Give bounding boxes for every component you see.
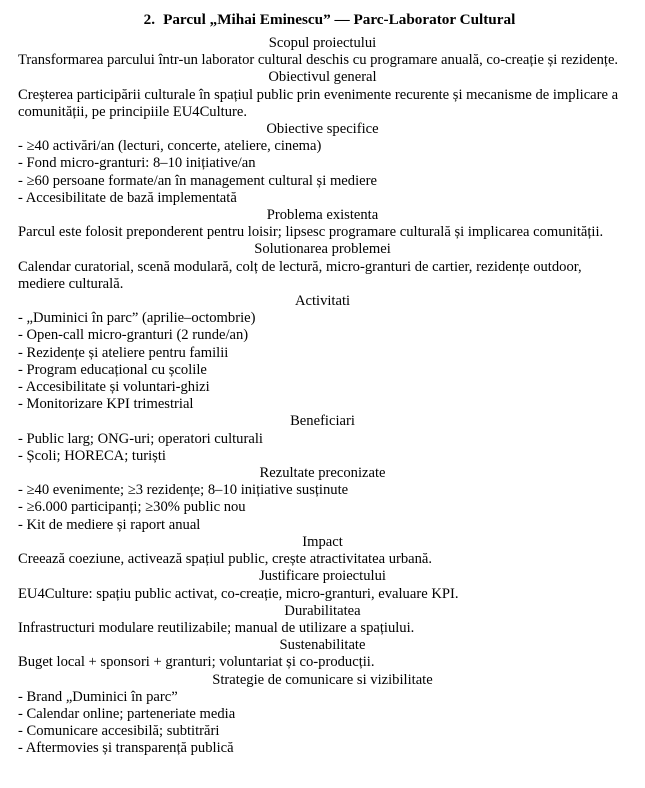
- section-text: Parcul este folosit preponderent pentru loisir; lipsesc programare culturală și implicarea comunității.: [18, 224, 604, 241]
- section-heading: Durabilitatea: [284, 602, 361, 619]
- section-text: Transformarea parcului într-un laborator cultural deschis cu programare anuală, co-creație și rezidențe.: [18, 52, 619, 69]
- section-heading: Sustenabilitate: [279, 637, 366, 654]
- section-impact: [18, 534, 627, 568]
- section-obiectivul-general: [18, 69, 627, 121]
- section-solutionarea-problemei: [18, 241, 627, 293]
- section-justificare-proiectului: [18, 568, 627, 602]
- list-item: - Brand „Duminici în parc”: [18, 689, 627, 706]
- section-obiective-specifice: [18, 121, 627, 207]
- list-item: - Monitorizare KPI trimestrial: [18, 396, 627, 413]
- section-text: Infrastructuri modulare reutilizabile; manual de utilizare a spațiului.: [18, 619, 415, 636]
- bullet-list: [18, 431, 627, 465]
- section-heading: Beneficiari: [290, 413, 355, 430]
- list-item: - Public larg; ONG-uri; operatori culturali: [18, 431, 627, 448]
- list-item: - Școli; HORECA; turiști: [18, 448, 627, 465]
- section-text: Creșterea participării culturale în spațiul public prin evenimente recurente și mecanisme de implicare a comunității, pe principiile EU4Culture.: [18, 86, 619, 120]
- section-heading: Obiective specifice: [266, 121, 379, 138]
- section-sustenabilitate: [18, 637, 627, 671]
- section-problema-existenta: [18, 207, 627, 241]
- title-text: Parcul „Mihai Eminescu” — Parc-Laborator Cultural: [163, 11, 516, 28]
- section-rezultate-preconizate: [18, 465, 627, 534]
- list-item: - Calendar online; parteneriate media: [18, 706, 627, 723]
- list-item: - Open-call micro-granturi (2 runde/an): [18, 327, 627, 344]
- section-strategie-comunicare: [18, 672, 627, 758]
- section-text: Calendar curatorial, scenă modulară, colț de lectură, micro-granturi de cartier, rezidențe outdoor, mediere culturală.: [18, 258, 582, 292]
- section-heading: Strategie de comunicare si vizibilitate: [212, 671, 433, 688]
- section-activitati: [18, 293, 627, 413]
- section-heading: Justificare proiectului: [259, 568, 386, 585]
- section-heading: Rezultate preconizate: [259, 465, 386, 482]
- bullet-list: [18, 689, 627, 758]
- section-heading: Scopul proiectului: [268, 35, 377, 51]
- list-item: - Accesibilitate și voluntari-ghizi: [18, 379, 627, 396]
- bullet-list: [18, 310, 627, 413]
- list-item: - ≥60 persoane formate/an în management cultural și mediere: [18, 173, 627, 190]
- section-text: Creează coeziune, activează spațiul public, crește atractivitatea urbană.: [18, 551, 433, 568]
- list-item: - Aftermovies și transparență publică: [18, 740, 627, 757]
- list-item: - Fond micro-granturi: 8–10 inițiative/an: [18, 155, 627, 172]
- section-beneficiari: [18, 413, 627, 465]
- section-scopul-proiectului: [18, 35, 627, 69]
- list-item: - Rezidențe și ateliere pentru familii: [18, 345, 627, 362]
- section-heading: Solutionarea problemei: [254, 241, 391, 258]
- section-heading: Impact: [302, 533, 343, 550]
- list-item: - ≥6.000 participanți; ≥30% public nou: [18, 499, 627, 516]
- list-item: - „Duminici în parc” (aprilie–octombrie): [18, 310, 627, 327]
- section-text: Buget local + sponsori + granturi; voluntariat și co-producții.: [18, 654, 375, 671]
- bullet-list: [18, 482, 627, 534]
- section-heading: Problema existenta: [266, 207, 379, 224]
- section-heading: Obiectivul general: [268, 69, 377, 86]
- title-number: 2.: [143, 11, 156, 28]
- bullet-list: [18, 138, 627, 207]
- section-durabilitatea: [18, 603, 627, 637]
- list-item: - ≥40 evenimente; ≥3 rezidențe; 8–10 inițiative susținute: [18, 482, 627, 499]
- section-heading: Activitati: [294, 293, 351, 310]
- list-item: - Comunicare accesibilă; subtitrări: [18, 723, 627, 740]
- document-title: [18, 11, 627, 29]
- list-item: - ≥40 activări/an (lecturi, concerte, ateliere, cinema): [18, 138, 627, 155]
- section-text: EU4Culture: spațiu public activat, co-creație, micro-granturi, evaluare KPI.: [18, 585, 459, 602]
- list-item: - Kit de mediere și raport anual: [18, 517, 627, 534]
- list-item: - Program educațional cu școlile: [18, 362, 627, 379]
- list-item: - Accesibilitate de bază implementată: [18, 190, 627, 207]
